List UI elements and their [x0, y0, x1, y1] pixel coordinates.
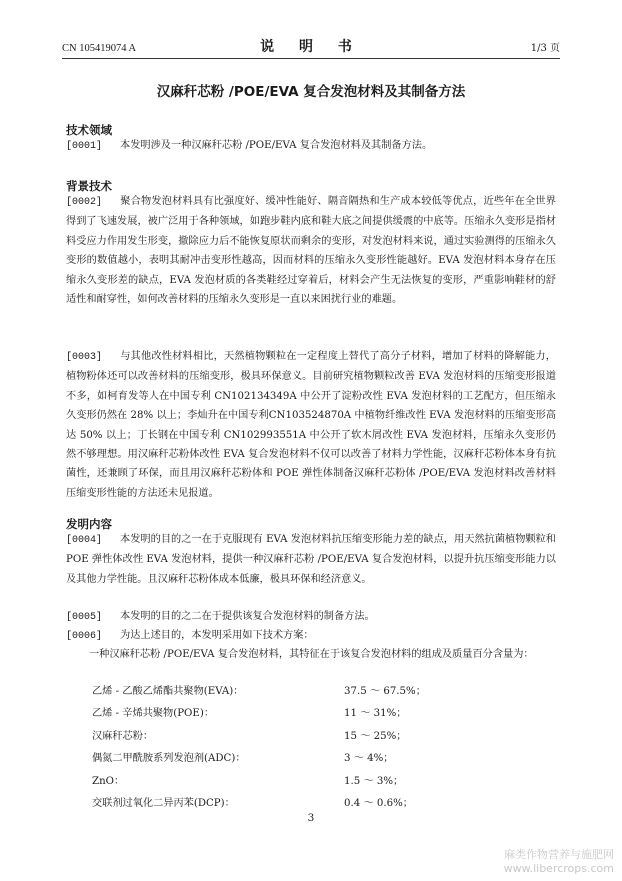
- patent-number: CN 105419074 A: [62, 43, 137, 54]
- composition-row: [92, 771, 452, 793]
- composition-row: [92, 703, 452, 725]
- composition-row: [92, 748, 452, 770]
- component-name: 偶氮二甲酰胺系列发泡剂(ADC)：: [92, 753, 246, 765]
- paragraph-text: 为达上述目的，本发明采用如下技术方案：: [120, 630, 314, 641]
- paragraph-0003: [66, 347, 556, 503]
- document-title: 汉麻秆芯粉 /POE/EVA 复合发泡材料及其制备方法: [156, 84, 466, 100]
- paragraph-0006: [66, 626, 556, 646]
- page-header: [62, 36, 560, 56]
- header-divider: [62, 58, 560, 59]
- section-heading-invention: 发明内容: [66, 517, 112, 531]
- paragraph-number: [0005]: [66, 612, 103, 623]
- section-heading-background: 背景技术: [66, 179, 112, 193]
- component-name: 乙烯 - 乙酸乙烯酯共聚物(EVA)：: [92, 686, 244, 697]
- component-range: 37.5 ～ 67.5%；: [344, 686, 426, 697]
- watermark-site-name: 麻类作物营养与施肥网: [504, 848, 614, 861]
- paragraph-0005: [66, 607, 556, 627]
- page-number: 3: [307, 812, 315, 824]
- paragraph-0001: [66, 136, 556, 156]
- watermark: [504, 848, 614, 876]
- component-range: 15 ～ 25%；: [344, 730, 407, 742]
- component-range: 0.4 ～ 0.6%；: [344, 797, 413, 809]
- paragraph-text: 与其他改性材料相比，天然植物颗粒在一定程度上替代了高分子材料，增加了材料的降解能力，植物粉体还可以改善材料的压缩变形，极具环保意义。目前研究植物颗粒改善 EVA 发泡材料的压缩变形报道不多，如柯育发等人在中国专利 CN102134349A 中公开了淀粉改性 EVA 发泡材料的工艺配方，但压缩永久变形仍然在 28% 以上；李灿升在中国专利CN103524870A 中植物纤维改性 EVA 发泡材料的压缩变形高达 50% 以上；丁长钢在中国专利 CN102993551A 中公开了软木屑改性 EVA 发泡材料，压缩永久变形仍然不够理想。用汉麻秆芯粉体改性 EVA 复合发泡材料不仅可以改善了材料力学性能，汉麻秆芯粉体本身有抗菌性，还兼顾了环保，而且用汉麻秆芯粉体和 POE 弹性体制备汉麻秆芯粉体 /POE/EVA 发泡材料改善材料压缩变形性能的方法还未见报道。: [66, 351, 556, 499]
- page-indicator: 1/3 页: [530, 43, 560, 54]
- paragraph-text: 本发明的目的之一在于克服现有 EVA 发泡材料抗压缩变形能力差的缺点，用天然抗菌植物颗粒和 POE 弹性体改性 EVA 发泡材料，提供一种汉麻秆芯粉 /POE/EVA 复合发泡材料，以提升抗压缩变形能力以及其他力学性能。且汉麻秆芯粉体成本低廉，极具环保和经济意义。: [66, 534, 556, 585]
- composition-row: [92, 681, 452, 703]
- paragraph-0006-continuation: 一种汉麻秆芯粉 /POE/EVA 复合发泡材料，其特征在于该复合发泡材料的组成及质量百分含量为：: [89, 649, 534, 660]
- paragraph-text: 本发明的目的之二在于提供该复合发泡材料的制备方法。: [120, 611, 375, 622]
- component-range: 11 ～ 31%；: [344, 708, 407, 720]
- paragraph-text: 本发明涉及一种汉麻秆芯粉 /POE/EVA 复合发泡材料及其制备方法。: [120, 140, 433, 151]
- paragraph-number: [0002]: [66, 197, 103, 208]
- section-heading-tech-field: 技术领域: [66, 123, 112, 137]
- component-name: 汉麻秆芯粉：: [92, 730, 154, 742]
- component-name: 交联剂过氧化二异丙苯(DCP)：: [92, 797, 235, 809]
- paragraph-number: [0001]: [66, 141, 103, 152]
- document-type: 说 明 书: [260, 39, 362, 55]
- composition-row: [92, 726, 452, 748]
- component-name: 乙烯 - 辛烯共聚物(POE)：: [92, 708, 215, 720]
- composition-list: [92, 681, 452, 815]
- component-name: ZnO：: [92, 775, 125, 787]
- component-range: 3 ～ 4%；: [344, 753, 394, 765]
- paragraph-0002: [66, 192, 556, 309]
- paragraph-text: 聚合物发泡材料具有比强度好、缓冲性能好、隔音隔热和生产成本较低等优点，近些年在全世界得到了飞速发展，被广泛用于各种领域，如跑步鞋内底和鞋大底之间提供缓震的中底等。压缩永久变形是指材料受应力作用发生形变，撤除应力后不能恢复原状而剩余的变形，对发泡材料来说，通过实验测得的压缩永久变形的数值越小，表明其耐冲击变形性越高，因而材料的压缩永久变形性能越好。EVA 发泡材料本身存在压缩永久变形差的缺点，EVA 发泡材质的各类鞋经过穿着后，材料会产生无法恢复的变形，严重影响鞋材的舒适性和耐穿性，如何改善材料的压缩永久变形是一直以来困扰行业的难题。: [66, 196, 556, 306]
- paragraph-number: [0004]: [66, 535, 103, 546]
- component-range: 1.5 ～ 3%；: [344, 775, 404, 787]
- paragraph-number: [0003]: [66, 352, 103, 363]
- watermark-url: www.libercrops.com: [503, 862, 614, 875]
- paragraph-0004: [66, 530, 556, 589]
- paragraph-number: [0006]: [66, 631, 103, 642]
